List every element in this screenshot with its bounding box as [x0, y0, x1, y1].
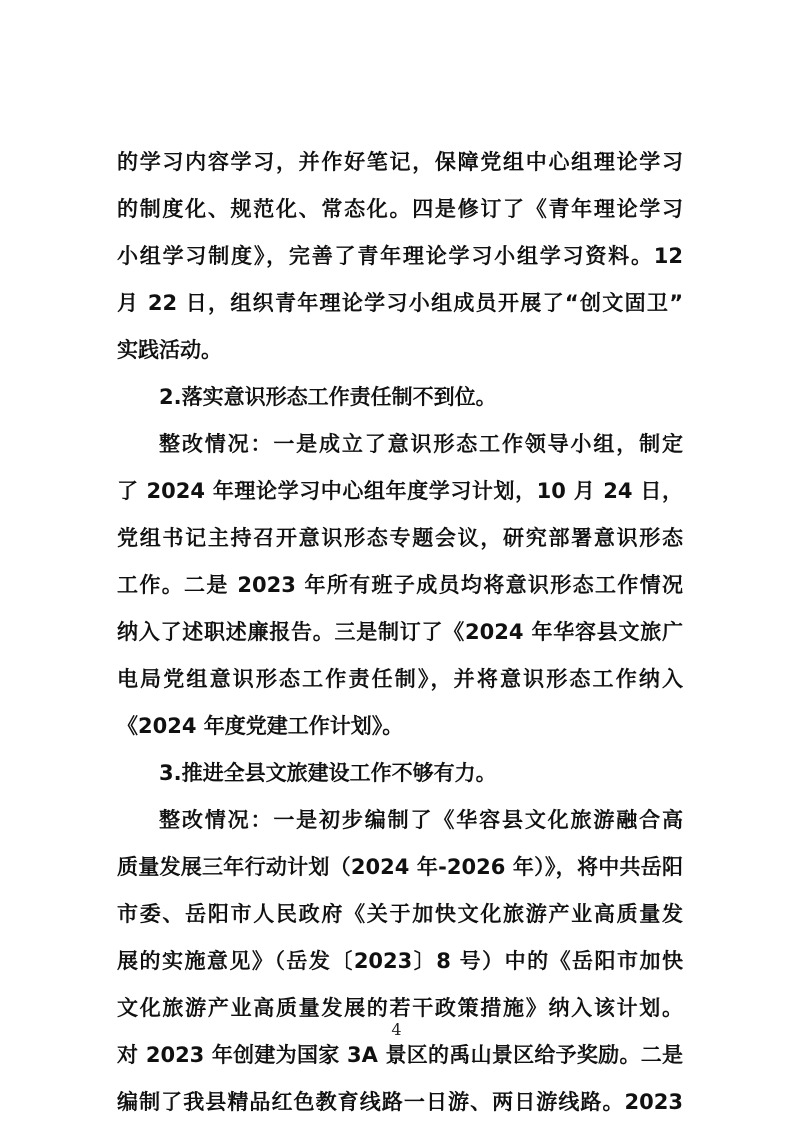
text-line: 市委、岳阳市人民政府《关于加快文化旅游产业高质量发	[117, 902, 683, 926]
text-line: 2.落实意识形态工作责任制不到位。	[159, 385, 497, 409]
text-line: 工作。二是 2023 年所有班子成员均将意识形态工作情况	[117, 573, 683, 597]
text-line: 党组书记主持召开意识形态专题会议，研究部署意识形态	[117, 526, 683, 550]
text-line: 文化旅游产业高质量发展的若干政策措施》纳入该计划。	[117, 996, 683, 1020]
text-line: 整改情况：一是成立了意识形态工作领导小组，制定	[159, 432, 683, 456]
text-line: 展的实施意见》（岳发〔2023〕8 号）中的《岳阳市加快	[117, 949, 683, 973]
text-line: 整改情况：一是初步编制了《华容县文化旅游融合高	[159, 808, 683, 832]
text-line: 小组学习制度》，完善了青年理论学习小组学习资料。12	[117, 244, 683, 268]
text-line: 的学习内容学习，并作好笔记，保障党组中心组理论学习	[117, 150, 683, 174]
document-body	[117, 139, 683, 1126]
text-line: 实践活动。	[117, 338, 222, 362]
text-line: 对 2023 年创建为国家 3A 景区的禹山景区给予奖励。二是	[117, 1043, 683, 1067]
text-line: 的制度化、规范化、常态化。四是修订了《青年理论学习	[117, 197, 683, 221]
text-line: 电局党组意识形态工作责任制》，并将意识形态工作纳入	[117, 667, 683, 691]
text-line: 月 22 日，组织青年理论学习小组成员开展了“创文固卫”	[117, 291, 683, 315]
text-line: 《2024 年度党建工作计划》。	[117, 714, 404, 738]
text-line: 编制了我县精品红色教育线路一日游、两日游线路。2023	[117, 1090, 683, 1114]
text-line: 3.推进全县文旅建设工作不够有力。	[159, 761, 497, 785]
page-number: 4	[391, 1020, 402, 1039]
text-line: 了 2024 年理论学习中心组年度学习计划，10 月 24 日，	[117, 479, 683, 503]
text-line: 纳入了述职述廉报告。三是制订了《2024 年华容县文旅广	[117, 620, 683, 644]
text-line: 质量发展三年行动计划（2024 年-2026 年）》，将中共岳阳	[117, 855, 683, 879]
